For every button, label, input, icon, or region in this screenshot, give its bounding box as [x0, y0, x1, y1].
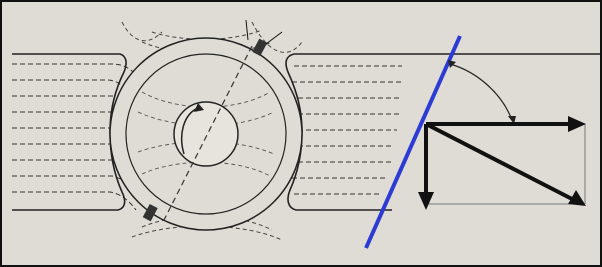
- diagram-canvas: [2, 2, 602, 267]
- neutral-zone-line: [366, 36, 460, 248]
- vector-bb: [418, 124, 434, 210]
- rotor: [110, 38, 302, 230]
- pole-shoes: [12, 54, 602, 210]
- field-lines-right: [290, 66, 402, 194]
- vector-ba: [426, 116, 586, 132]
- vector-bt: [426, 124, 586, 206]
